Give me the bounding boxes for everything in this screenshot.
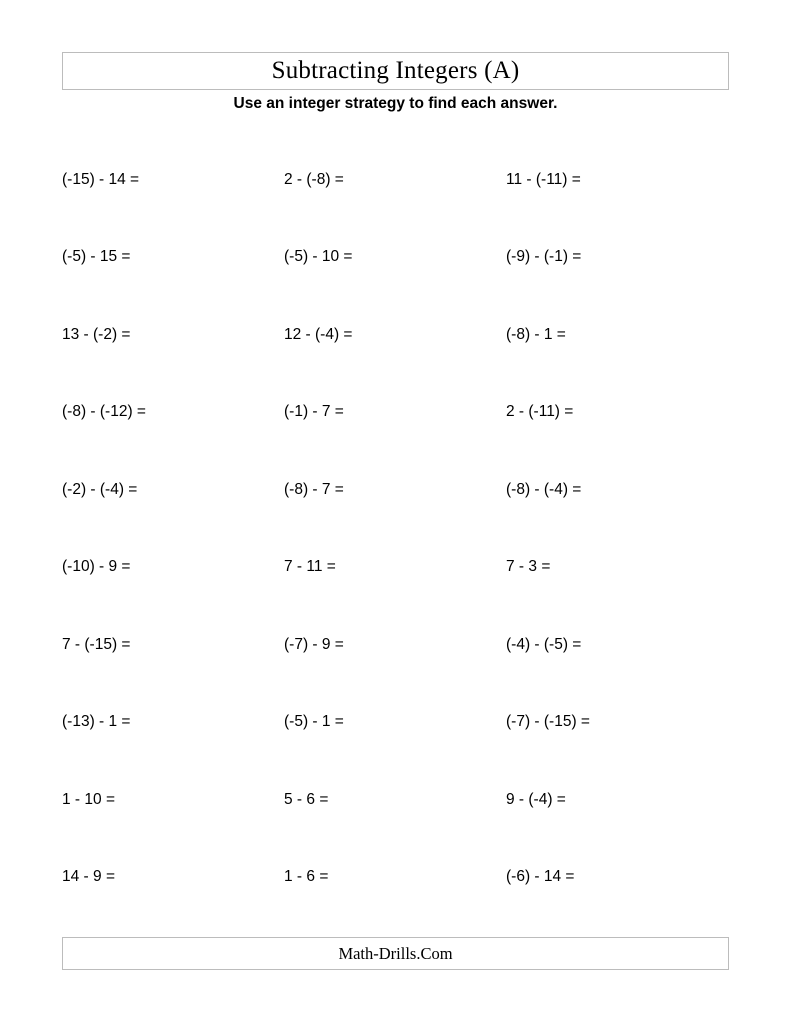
problem-item: 14 - 9 =	[62, 868, 115, 886]
problem-item: 7 - 11 =	[284, 558, 336, 576]
problem-item: (-8) - (-12) =	[62, 403, 146, 421]
problem-item: 11 - (-11) =	[506, 170, 581, 188]
row-margin	[0, 829, 62, 907]
problem-item: (-7) - 9 =	[284, 635, 344, 653]
problem-item: 7 - 3 =	[506, 558, 551, 576]
problem-item: (-2) - (-4) =	[62, 480, 138, 498]
row-margin	[0, 209, 62, 287]
problem-item: (-8) - (-4) =	[506, 480, 582, 498]
row-margin	[0, 519, 62, 597]
problem-item: (-7) - (-15) =	[506, 713, 590, 731]
problem-item: (-4) - (-5) =	[506, 635, 582, 653]
problem-item: (-6) - 14 =	[506, 868, 575, 886]
problem-item: 1 - 10 =	[62, 790, 115, 808]
problems-grid	[0, 131, 791, 906]
problem-item: (-15) - 14 =	[62, 170, 140, 188]
problem-item: (-10) - 9 =	[62, 558, 131, 576]
instructions-text: Use an integer strategy to find each answer.	[233, 95, 558, 112]
footer-label: Math-Drills.Com	[338, 943, 453, 963]
problem-item: (-13) - 1 =	[62, 713, 131, 731]
problem-item: 1 - 6 =	[284, 868, 329, 886]
title-banner	[62, 52, 729, 90]
problem-item: 7 - (-15) =	[62, 635, 131, 653]
row-margin	[0, 286, 62, 364]
row-margin	[0, 364, 62, 442]
problem-item: 9 - (-4) =	[506, 790, 566, 808]
row-margin	[0, 674, 62, 752]
problem-item: (-5) - 1 =	[284, 713, 344, 731]
row-margin	[0, 441, 62, 519]
footer-banner	[62, 937, 729, 970]
problem-item: 13 - (-2) =	[62, 325, 131, 343]
page-title: Subtracting Integers (A)	[271, 57, 520, 84]
row-margin	[0, 131, 62, 209]
problem-item: (-8) - 1 =	[506, 325, 566, 343]
problem-item: (-9) - (-1) =	[506, 248, 582, 266]
problem-item: 12 - (-4) =	[284, 325, 353, 343]
problem-item: 5 - 6 =	[284, 790, 329, 808]
problem-item: 2 - (-11) =	[506, 403, 574, 421]
problem-item: 2 - (-8) =	[284, 170, 344, 188]
problem-item: (-1) - 7 =	[284, 403, 344, 421]
problem-item: (-5) - 15 =	[62, 248, 131, 266]
problem-item: (-5) - 10 =	[284, 248, 353, 266]
problem-item: (-8) - 7 =	[284, 480, 344, 498]
row-margin	[0, 751, 62, 829]
row-margin	[0, 596, 62, 674]
